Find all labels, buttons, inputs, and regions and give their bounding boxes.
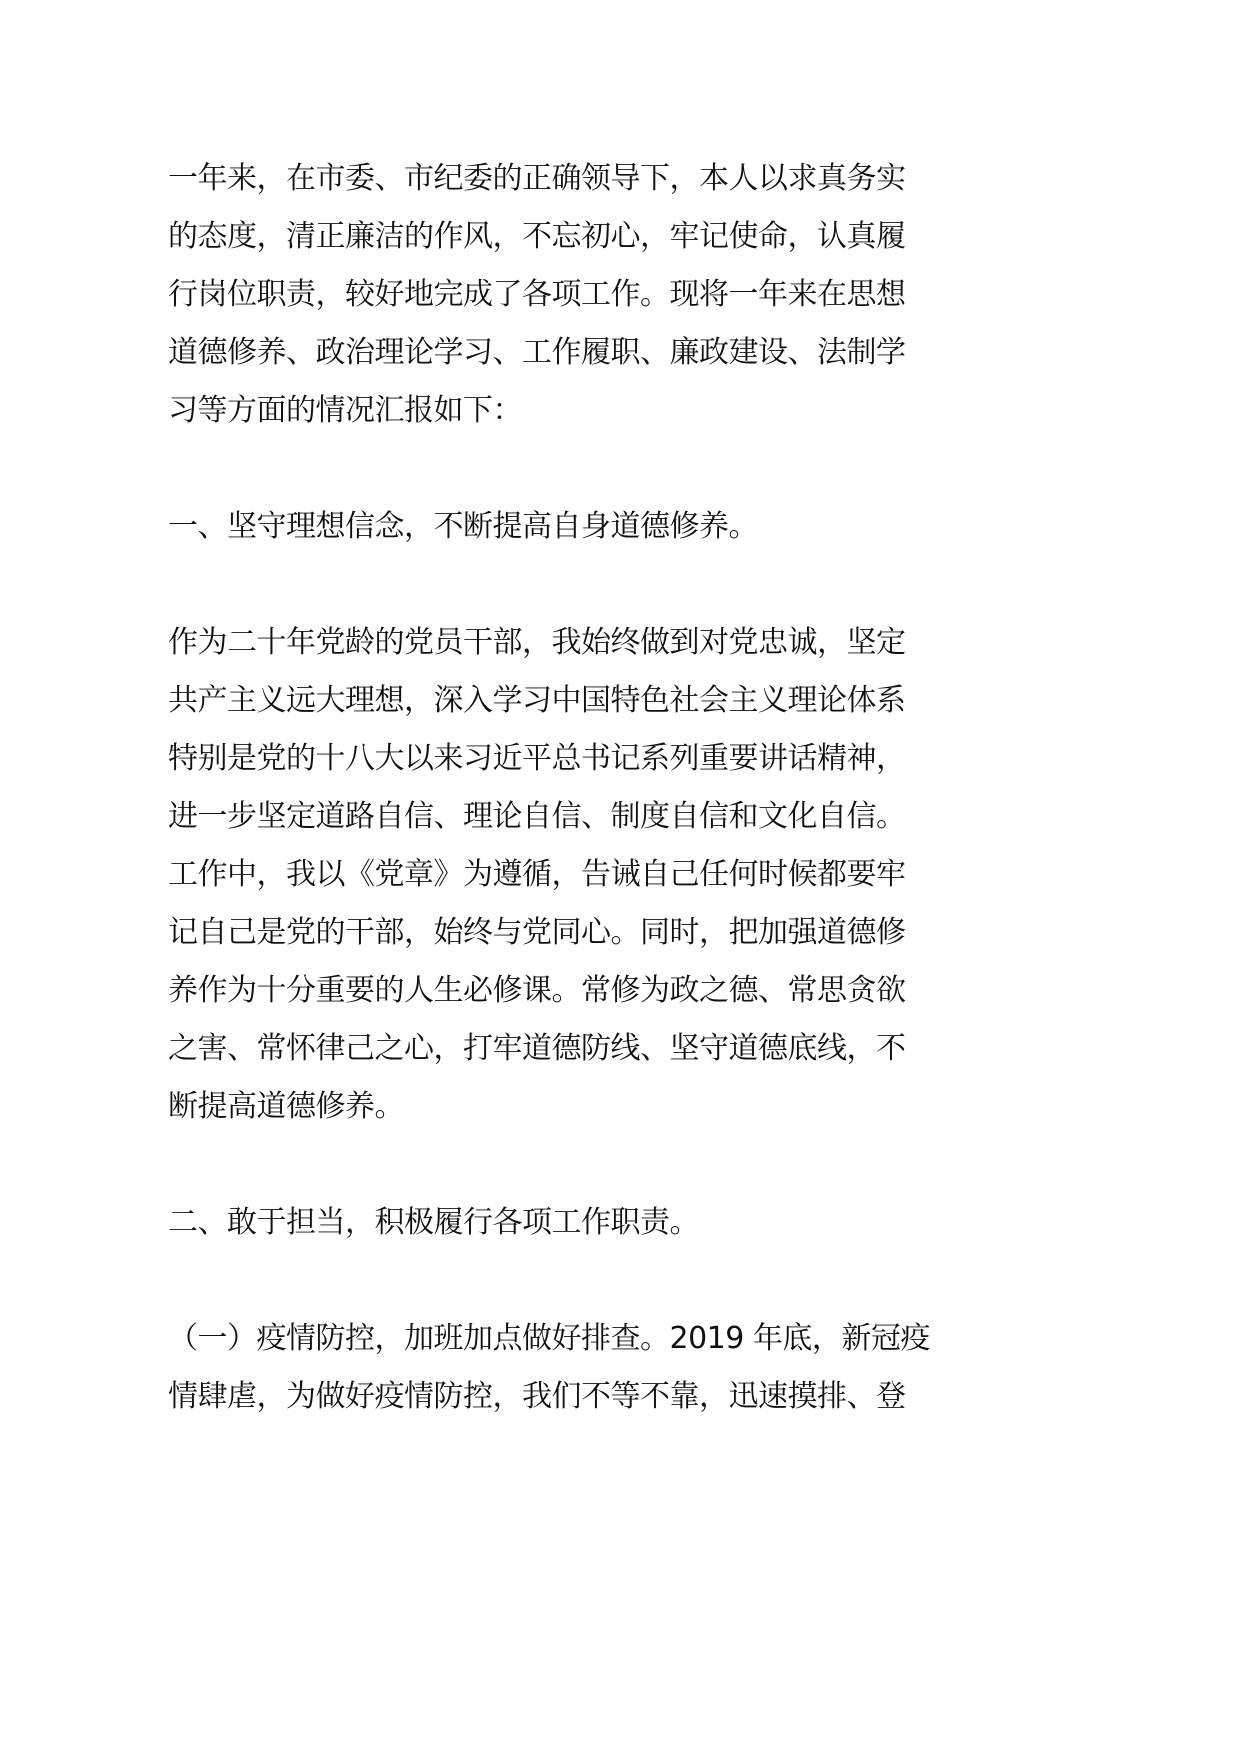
paragraph-intro [168,150,944,440]
text-line: （一）疫情防控，加班加点做好排查。2019 年底，新冠疫 [168,1321,930,1356]
document-page [168,150,944,1426]
text-line: 工作中，我以《党章》为遵循，告诫自己任何时候都要牢 [168,857,906,892]
text-line: 一年来，在市委、市纪委的正确领导下，本人以求真务实 [168,161,906,196]
text-line: 之害、常怀律己之心，打牢道德防线、坚守道德底线，不 [168,1031,906,1066]
text-line: 习等方面的情况汇报如下： [168,393,522,428]
paragraph-gap [168,1252,944,1310]
text-line: 情肆虐，为做好疫情防控，我们不等不靠，迅速摸排、登 [168,1379,906,1414]
paragraph-section-2 [168,1310,944,1426]
text-line: 作为二十年党龄的党员干部，我始终做到对党忠诚，坚定 [168,625,906,660]
text-line: 道德修养、政治理论学习、工作履职、廉政建设、法制学 [168,335,906,370]
heading-line: 一、坚守理想信念，不断提高自身道德修养。 [168,509,758,544]
section-heading-2 [168,1194,944,1252]
paragraph-section-1 [168,614,944,1136]
text-line: 进一步坚定道路自信、理论自信、制度自信和文化自信。 [168,799,906,834]
text-line: 特别是党的十八大以来习近平总书记系列重要讲话精神， [168,741,906,776]
paragraph-gap [168,1136,944,1194]
text-line: 行岗位职责，较好地完成了各项工作。现将一年来在思想 [168,277,906,312]
paragraph-gap [168,440,944,498]
paragraph-gap [168,556,944,614]
text-line: 记自己是党的干部，始终与党同心。同时，把加强道德修 [168,915,906,950]
heading-line: 二、敢于担当，积极履行各项工作职责。 [168,1205,699,1240]
text-line: 的态度，清正廉洁的作风，不忘初心，牢记使命，认真履 [168,219,906,254]
text-line: 养作为十分重要的人生必修课。常修为政之德、常思贪欲 [168,973,906,1008]
text-line: 断提高道德修养。 [168,1089,404,1124]
text-line: 共产主义远大理想，深入学习中国特色社会主义理论体系 [168,683,906,718]
section-heading-1 [168,498,944,556]
